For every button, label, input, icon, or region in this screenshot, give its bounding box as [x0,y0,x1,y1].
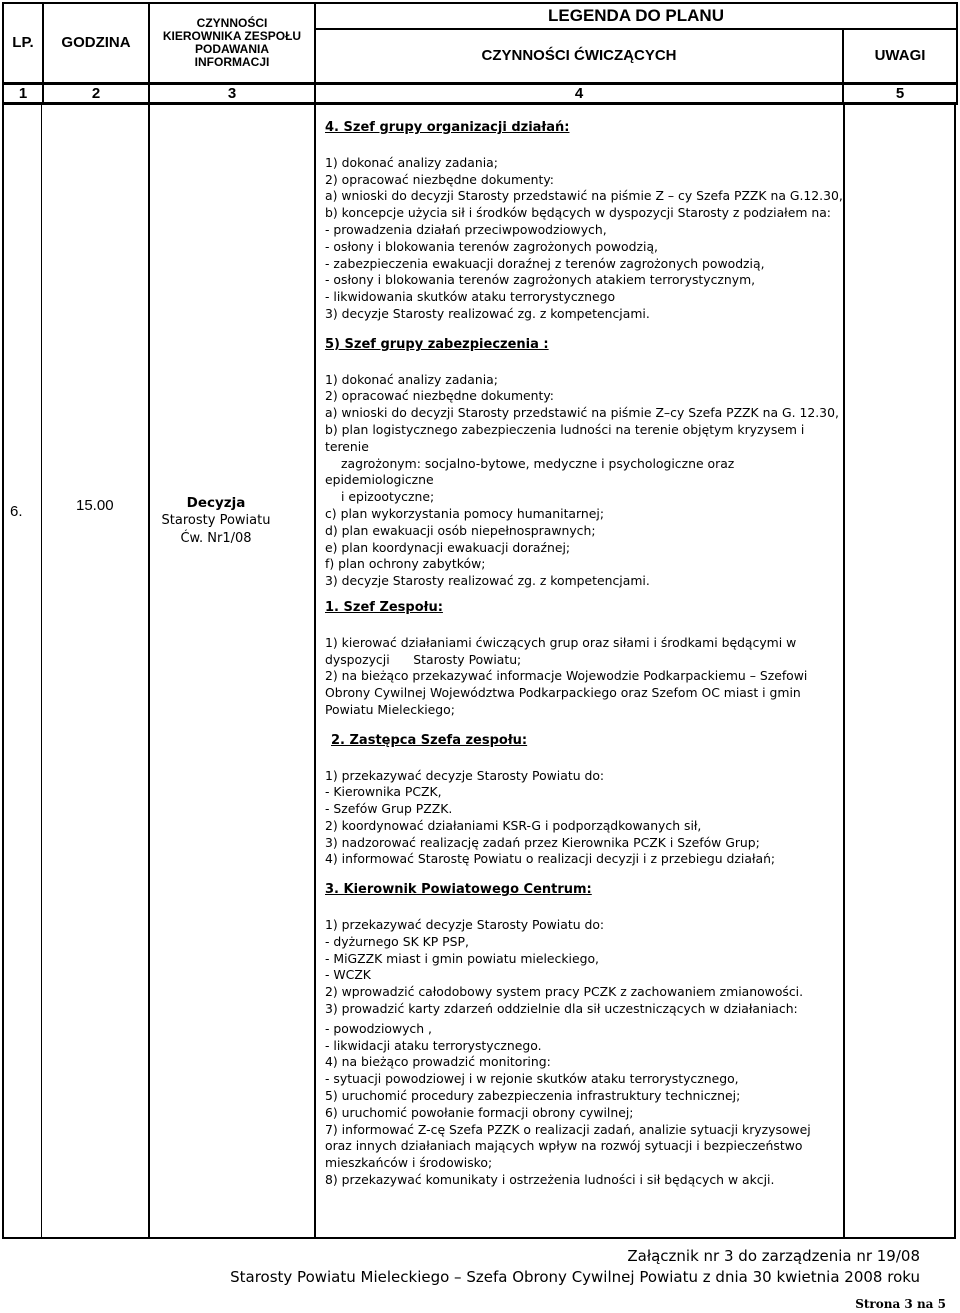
s5-line-1: 1) przekazywać decyzje Starosty Powiatu do: [325,917,605,933]
col-info-header-l3: PODAWANIA [194,41,269,56]
row-info-line2: Starosty Powiatu [161,513,271,528]
s1-line-9: - likwidowania skutków ataku terrorystycznego [325,289,616,305]
s5-line-7: - powodziowych , [325,1020,432,1036]
s5-line-12: 6) uruchomić powołanie formacji obrony cywilnej; [325,1104,634,1120]
s5-line-5: 2) wprowadzić całodobowy system pracy PCZK z zachowaniem zmianowości. [325,984,804,1000]
s2-line-8: i epizootyczne; [341,489,435,505]
s5-line-13: 7) informować Z-cę Szefa PZZK o realizacji zadań, analizie sytuacji kryzysowej [325,1121,811,1137]
legend-header-table [2,2,958,105]
row-lp: 6. [10,503,23,520]
s3-line-3: 2) na bieżąco przekazywać informacje Wojewodzie Podkarpackiemu – Szefowi [325,668,808,684]
page-number: Strona 3 na 5 [855,1297,946,1311]
s2-line-10: d) plan ewakuacji osób niepełnosprawnych; [325,522,596,538]
col-actions-header: CZYNNOŚCI ĆWICZĄCYCH [315,29,843,83]
row-info [160,494,272,548]
s5-line-6: 3) prowadzić karty zdarzeń oddzielnie dla sił uczestniczących w działaniach: [325,1001,798,1017]
s4-line-3: - Szefów Grup PZZK. [325,801,453,817]
s4-line-5: 3) nadzorować realizację zadań przez Kierownika PCZK i Szefów Grup; [325,834,760,850]
s5-line-14: oraz innych działaniach mających wpływ na rozwój sytuacji i bezpieczeństwo [325,1138,803,1154]
s4-line-6: 4) informować Starostę Powiatu o realizacji decyzji i z przebiegu działań; [325,851,776,867]
s2-line-2: 2) opracować niezbędne dokumenty: [325,388,554,404]
s2-line-12: f) plan ochrony zabytków; [325,556,486,572]
s5-line-10: - sytuacji powodziowej i w rejonie skutków ataku terrorystycznego, [325,1071,739,1087]
s1-line-10: 3) decyzje Starosty realizować zg. z kompetencjami. [325,305,650,321]
col-info-header-l1: CZYNNOŚCI [196,15,268,30]
col-number-3: 3 [149,83,315,103]
col-number-5: 5 [843,83,957,103]
section-szef-zespolu-head: 1. Szef Zespołu: [325,599,443,615]
s4-line-4: 2) koordynować działaniami KSR-G i podporządkowanych sił, [325,817,702,833]
s5-line-8: - likwidacji ataku terrorystycznego. [325,1037,542,1053]
col-number-4: 4 [315,83,843,103]
s5-line-11: 5) uruchomić procedury zabezpieczenia infrastruktury technicznej; [325,1088,741,1104]
s1-line-4: b) koncepcje użycia sił i środków będących w dyspozycji Starosty z podziałem na: [325,205,831,221]
s5-line-15: mieszkańców i środowisko; [325,1155,493,1171]
row-time: 15.00 [76,497,114,514]
s1-line-5: - prowadzenia działań przeciwpowodziowych, [325,221,607,237]
section-kierownik-head: 3. Kierownik Powiatowego Centrum: [325,882,592,898]
section-organizacja-head: 4. Szef grupy organizacji działań: [325,120,570,135]
column-divider-3 [314,102,316,1239]
s5-line-4: - WCZK [325,967,371,983]
s2-line-11: e) plan koordynacji ewakuacji doraźnej; [325,539,571,555]
col-info-header-l2: KIEROWNIKA ZESPOŁU [162,28,302,43]
s4-line-1: 1) przekazywać decyzje Starosty Powiatu do: [325,767,605,783]
col-info-header [149,3,315,83]
footer-order-line: Starosty Powiatu Mieleckiego – Szefa Obrony Cywilnej Powiatu z dnia 30 kwietnia 2008 roku [230,1268,920,1286]
col-notes-header: UWAGI [843,29,957,83]
s3-line-5: Powiatu Mieleckiego; [325,701,455,717]
s1-line-6: - osłony i blokowania terenów zagrożonych powodzią, [325,238,658,254]
s2-line-7: epidemiologiczne [325,472,434,488]
legend-title: LEGENDA DO PLANU [315,3,957,29]
col-lp-header: LP. [3,3,43,83]
s2-line-4: b) plan logistycznego zabezpieczenia ludności na terenie objętym kryzysem i [325,421,805,437]
s5-line-3: - MiGZZK miast i gmin powiatu mieleckiego, [325,950,599,966]
s1-line-2: 2) opracować niezbędne dokumenty: [325,171,554,187]
activities-column [325,120,843,1189]
column-divider-1 [41,102,42,1239]
s2-line-3: a) wnioski do decyzji Starosty przedstawić na piśmie Z–cy Szefa PZZK na G. 12.30, [325,405,839,421]
s2-line-5: terenie [325,438,369,454]
s2-line-9: c) plan wykorzystania pomocy humanitarnej; [325,505,604,521]
column-divider-2 [148,102,150,1239]
s3-line-2: dyspozycji Starosty Powiatu; [325,651,522,667]
s1-line-8: - osłony i blokowania terenów zagrożonych atakiem terrorystycznym, [325,272,756,288]
s3-line-4: Obrony Cywilnej Województwa Podkarpackiego oraz Szefom OC miast i gmin [325,685,801,701]
col-time-header: GODZINA [43,3,149,83]
row-info-title: Decyzja [186,495,246,511]
s1-line-3: a) wnioski do decyzji Starosty przedstawić na piśmie Z – cy Szefa PZZK na G.12.30, [325,188,843,204]
s2-line-6: zagrożonym: socjalno-bytowe, medyczne i psychologiczne oraz [341,455,735,471]
section-zastepca-head: 2. Zastępca Szefa zespołu: [331,732,528,748]
col-number-2: 2 [43,83,149,103]
col-info-header-l4: INFORMACJI [194,54,270,69]
section-zabezpieczenie-head: 5) Szef grupy zabezpieczenia : [325,336,549,352]
column-divider-4 [843,102,845,1239]
footer-attachment-line: Załącznik nr 3 do zarządzenia nr 19/08 [627,1247,920,1265]
col-number-1: 1 [3,83,43,103]
s5-line-2: - dyżurnego SK KP PSP, [325,933,469,949]
row-info-line3: Ćw. Nr1/08 [180,531,252,546]
s3-line-1: 1) kierować działaniami ćwiczących grup oraz siłami i środkami będącymi w [325,634,797,650]
s2-line-1: 1) dokonać analizy zadania; [325,371,498,387]
s4-line-2: - Kierownika PCZK, [325,784,442,800]
s2-line-13: 3) decyzje Starosty realizować zg. z kompetencjami. [325,573,650,589]
s1-line-7: - zabezpieczenia ewakuacji doraźnej z terenów zagrożonych powodzią, [325,255,765,271]
s1-line-1: 1) dokonać analizy zadania; [325,154,498,170]
s5-line-16: 8) przekazywać komunikaty i ostrzeżenia ludności i sił będących w akcji. [325,1172,775,1188]
s5-line-9: 4) na bieżąco prowadzić monitoring: [325,1054,551,1070]
